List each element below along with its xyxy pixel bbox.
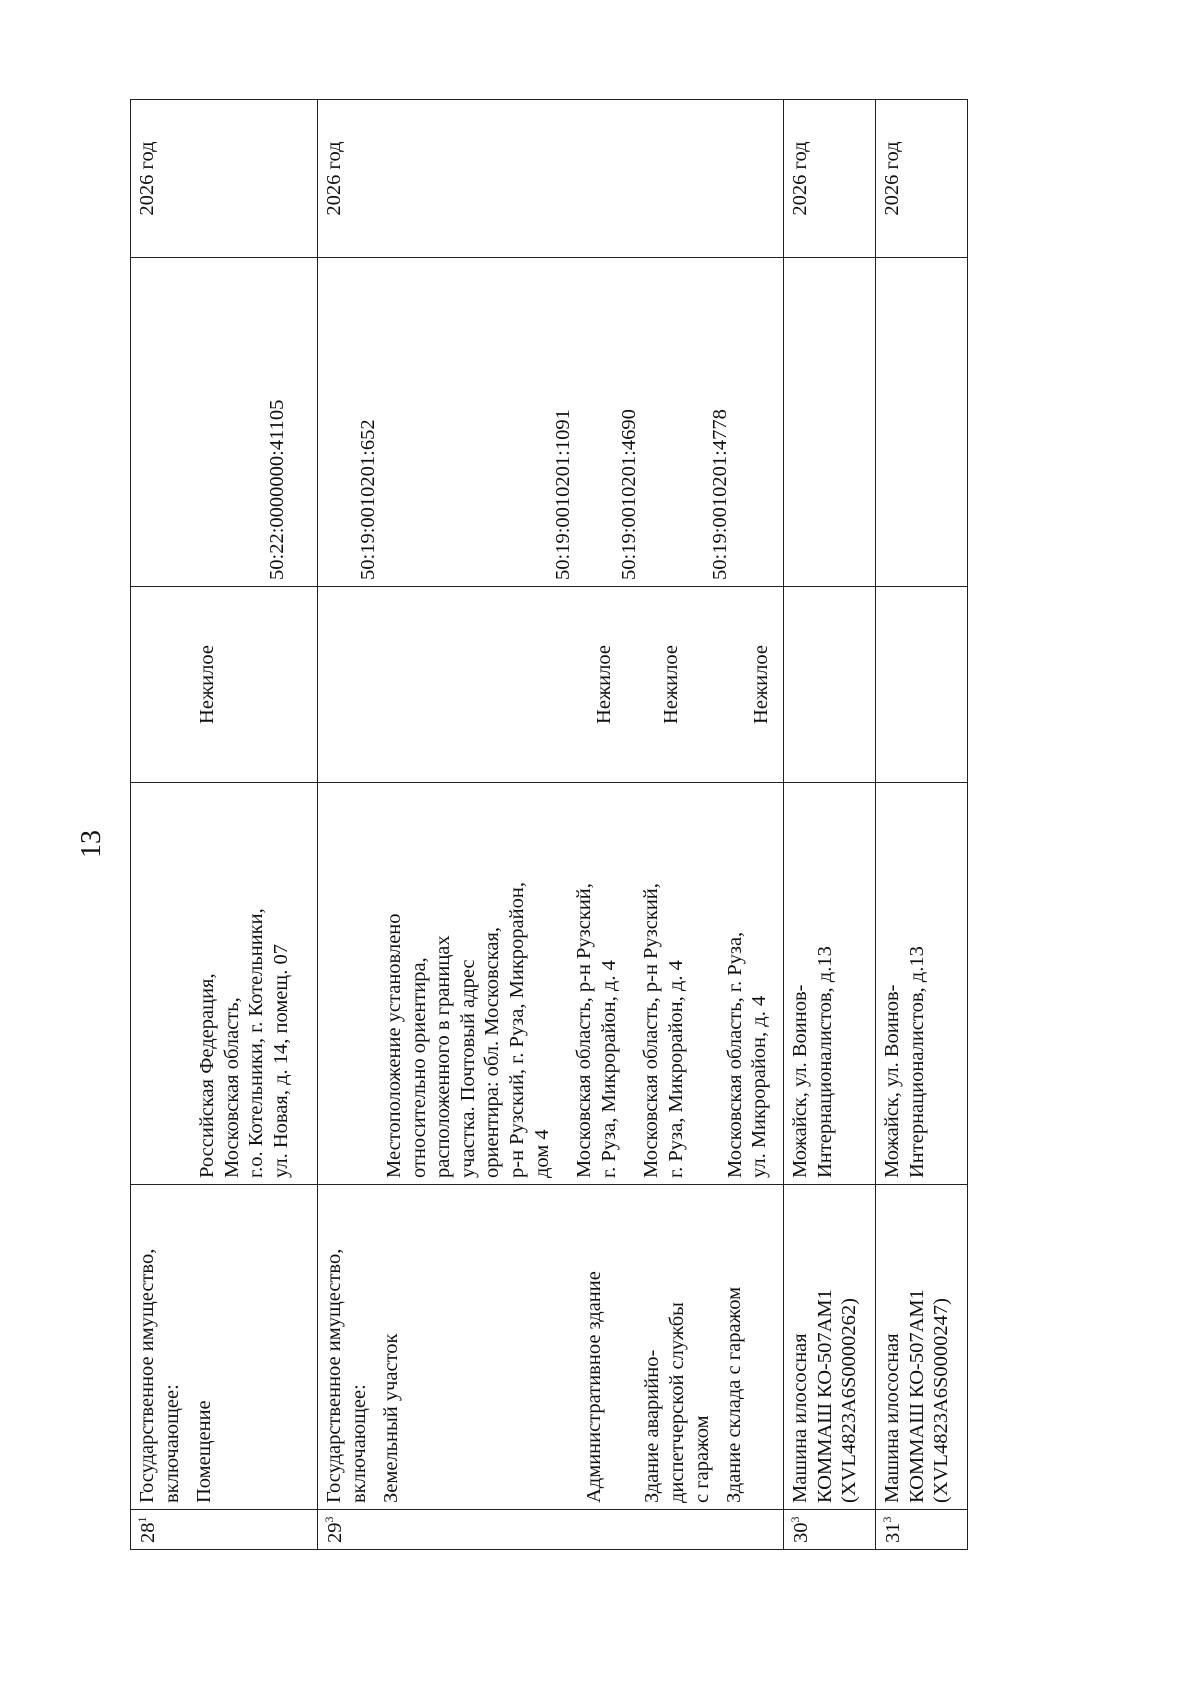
address-line: Интернационалистов, д.13 <box>905 946 928 1178</box>
table-row <box>784 100 876 1550</box>
item-name-line: с гаражом <box>690 1415 713 1503</box>
item-name-line: Здание аварийно- <box>641 1349 664 1503</box>
address-line: ул. Новая, д. 14, помещ. 07 <box>269 944 292 1178</box>
table-row <box>131 100 318 1550</box>
address-cell <box>131 783 318 1185</box>
cadastral-number: 50:19:0010201:4690 <box>618 409 641 580</box>
table-row <box>876 100 968 1550</box>
address-line: Московская область, <box>220 997 243 1178</box>
address-line: Можайск, ул. Воинов- <box>881 984 903 1178</box>
address-line: Интернационалистов, д.13 <box>813 946 836 1178</box>
address-cell <box>318 783 784 1185</box>
address-line: расположенного в границах <box>432 935 455 1178</box>
name-line: КОММАШ КО-507АМ1 <box>813 1289 836 1503</box>
cadastral-cell <box>784 258 876 587</box>
address-line: г. Руза, Микрорайон, д. 4 <box>664 960 687 1178</box>
row-number: 30 <box>789 1522 812 1543</box>
name-line: включающее: <box>347 1384 370 1503</box>
name-line: (XVL4823A6S0000262) <box>838 1298 861 1503</box>
address-cell <box>784 783 876 1185</box>
name-cell <box>131 1185 318 1510</box>
cadastral-cell <box>131 258 318 587</box>
purpose-cell <box>784 587 876 783</box>
row-number-cell <box>876 1510 968 1550</box>
address-line: р-н Рузский, г. Руза, Микрорайон, <box>505 882 528 1178</box>
year-cell <box>784 100 876 258</box>
year-cell <box>876 100 968 258</box>
item-name: Административное здание <box>582 1271 605 1503</box>
row-number-sup: 3 <box>788 1516 802 1523</box>
page-number: 13 <box>76 830 107 858</box>
purpose: Нежилое <box>659 645 682 724</box>
item-name: Помещение <box>193 1400 216 1503</box>
year: 2026 год <box>881 141 903 216</box>
name-line: Машина илососная <box>881 1333 903 1503</box>
purpose-cell <box>131 587 318 783</box>
address-line: участка. Почтовый адрес <box>456 959 479 1178</box>
row-number: 31 <box>881 1522 904 1543</box>
address-cell <box>876 783 968 1185</box>
name-line: Государственное имущество, <box>323 1248 345 1503</box>
name-cell <box>318 1185 784 1510</box>
purpose: Нежилое <box>196 645 218 724</box>
cadastral-number: 50:22:0000000:41105 <box>266 399 288 580</box>
name-cell <box>784 1185 876 1510</box>
purpose: Нежилое <box>593 645 615 724</box>
name-line: включающее: <box>160 1384 183 1503</box>
row-number-sup: 3 <box>322 1516 336 1523</box>
address-line: Московская область, р-н Рузский, <box>640 883 663 1178</box>
address-line: ул. Микрорайон, д. 4 <box>748 995 771 1178</box>
cadastral-number: 50:19:0010201:652 <box>357 419 379 580</box>
address-line: относительно ориентира, <box>407 957 430 1178</box>
address-line: ориентира: обл. Московская, <box>481 927 504 1178</box>
name-line: (XVL4823A6S0000247) <box>930 1298 953 1503</box>
year: 2026 год <box>136 141 158 216</box>
purpose: Нежилое <box>750 645 773 724</box>
address-line: г. Руза, Микрорайон, д. 4 <box>597 960 620 1178</box>
address-line: Московская область, р-н Рузский, <box>573 883 596 1178</box>
table-row <box>318 100 784 1550</box>
year: 2026 год <box>789 141 811 216</box>
row-number-sup: 3 <box>880 1516 894 1523</box>
purpose-cell <box>876 587 968 783</box>
address-line: Местоположение установлено <box>383 913 405 1178</box>
address-line: г.о. Котельники, г. Котельники, <box>245 908 268 1178</box>
cadastral-number: 50:19:0010201:1091 <box>551 409 574 580</box>
row-number-cell <box>784 1510 876 1550</box>
row-number-cell <box>131 1510 318 1550</box>
name-line: Машина илососная <box>789 1333 811 1503</box>
address-line: Российская Федерация, <box>196 973 218 1178</box>
rotated-table-container <box>130 100 1030 1550</box>
row-number: 28 <box>136 1522 159 1543</box>
address-line: Можайск, ул. Воинов- <box>789 984 811 1178</box>
year: 2026 год <box>323 141 345 216</box>
year-cell <box>318 100 784 258</box>
address-line: дом 4 <box>530 1129 553 1178</box>
row-number-cell <box>318 1510 784 1550</box>
purpose-cell <box>318 587 784 783</box>
row-number-sup: 1 <box>135 1516 149 1523</box>
cadastral-cell <box>876 258 968 587</box>
year-cell <box>131 100 318 258</box>
item-name: Земельный участок <box>380 1333 403 1503</box>
cadastral-cell <box>318 258 784 587</box>
name-line: КОММАШ КО-507АМ1 <box>905 1289 928 1503</box>
name-line: Государственное имущество, <box>136 1248 158 1503</box>
name-cell <box>876 1185 968 1510</box>
row-number: 29 <box>323 1522 346 1543</box>
address-line: Московская область, г. Руза, <box>723 931 746 1178</box>
item-name: Здание склада с гаражом <box>723 1286 746 1503</box>
cadastral-number: 50:19:0010201:4778 <box>708 409 731 580</box>
property-table <box>130 99 968 1550</box>
item-name-line: диспетчерской службы <box>665 1302 688 1503</box>
